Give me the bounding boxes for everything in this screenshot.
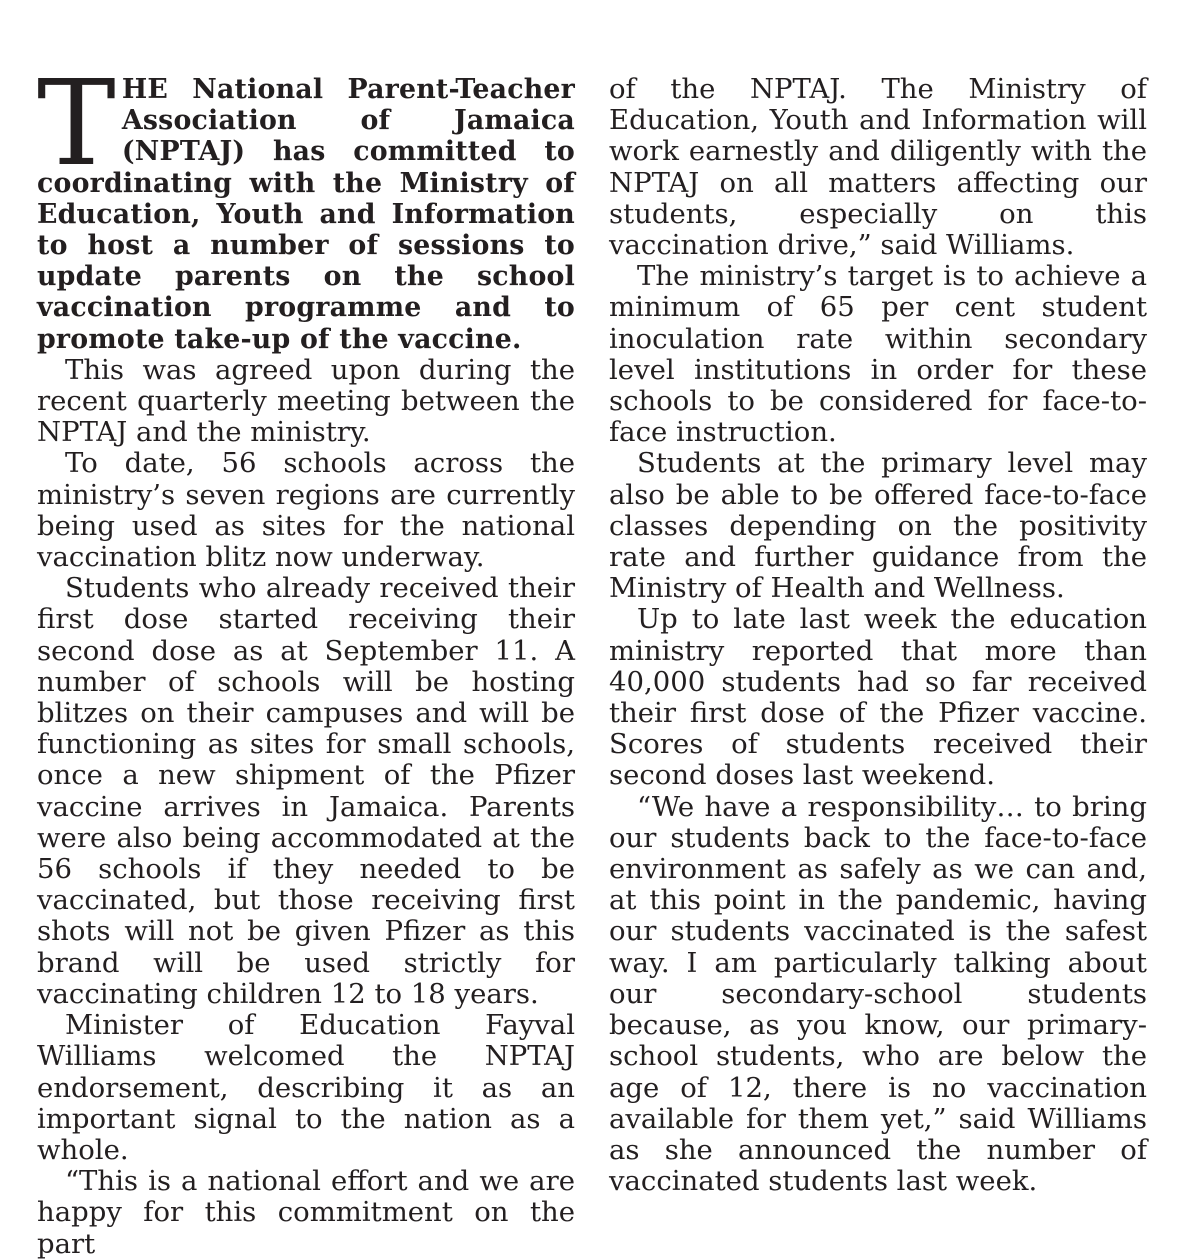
body-paragraph: “This is a national effort and we are happy for this commitment on the part: [37, 1165, 575, 1260]
body-paragraph: Up to late last week the education ministry reported that more than 40,000 students had so far received their first dose of the Pfizer vaccine. Scores of students received their second doses last weekend.: [609, 603, 1147, 792]
body-paragraph: Students at the primary level may also be able to be offered face-to-face classes depending on the positivity rate and further guidance from the Ministry of Health and Wellness.: [609, 447, 1147, 605]
article-column-left: [37, 54, 575, 1260]
body-paragraph: This was agreed upon during the recent quarterly meeting between the NPTAJ and the ministry.: [37, 353, 575, 449]
body-paragraph: Students who already received their first dose started receiving their second dose as at September 11. A number of schools will be hosting blitzes on their campuses and will be functioning as sites for small schools, once a new shipment of the Pfizer vaccine arrives in Jamaica. Parents were also being accommodated at the 56 schools if they needed to be vaccinated, but those receiving first shots will not be given Pfizer as this brand will be used strictly for vaccinating children 12 to 18 years.: [37, 572, 575, 1010]
body-paragraph: “We have a responsibility… to bring our students back to the face-to-face environment as safely as we can and, at this point in the pandemic, having our students vaccinated is the safest way. I am particularly talking about our secondary-school students because, as you know, our primary-school students, who are below the age of 12, there is no vaccination available for them yet,” said Williams as she announced the number of vaccinated students last week.: [609, 790, 1147, 1198]
body-paragraph: To date, 56 schools across the ministry’s seven regions are currently being used as sites for the national vaccination blitz now underway.: [37, 447, 575, 574]
body-paragraph: The ministry’s target is to achieve a minimum of 65 per cent student inoculation rate within secondary level institutions in order for these schools to be considered for face-to-face instruction.: [609, 260, 1147, 449]
drop-cap: T: [37, 54, 116, 192]
continued-paragraph: of the NPTAJ. The Ministry of Education, Youth and Information will work earnestly and diligently with the NPTAJ on all matters affecting our students, especially on this vaccination drive,” said Williams.: [609, 73, 1147, 262]
lead-text: HE National Parent-Teacher Association of Jamaica (NPTAJ) has committed to coordinating with the Ministry of Education, Youth and Information to host a number of sessions to update parents on the school vaccination programme and to promote take-up of the vaccine.: [37, 74, 575, 355]
lead-paragraph: [37, 54, 575, 355]
body-paragraph: Minister of Education Fayval Williams welcomed the NPTAJ endorsement, describing it as an important signal to the nation as a whole.: [37, 1009, 575, 1166]
article-column-right: [609, 74, 1147, 1197]
